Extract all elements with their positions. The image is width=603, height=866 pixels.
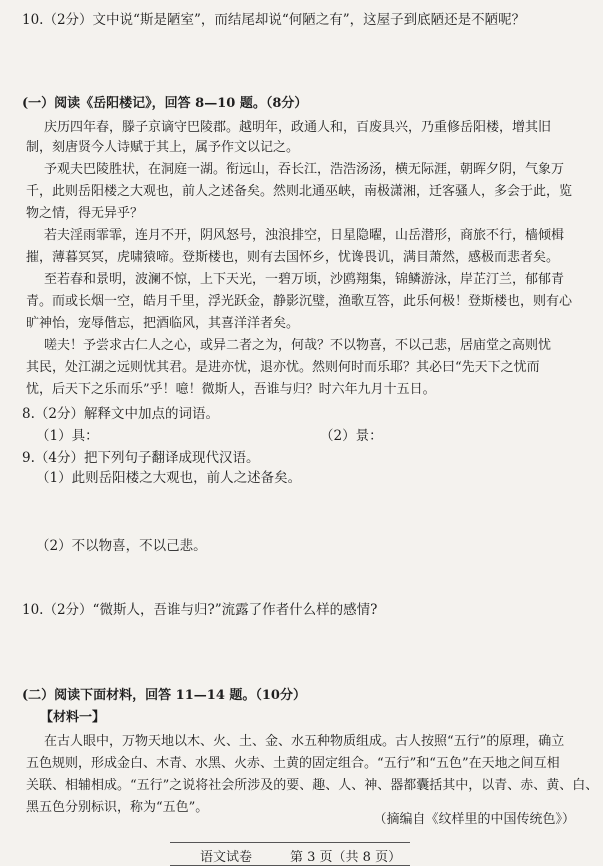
page-footer	[170, 842, 410, 866]
footer-page-number: 第 3 页（共 8 页）	[290, 850, 402, 865]
footer-subject: 语文试卷	[200, 850, 253, 865]
material-line: 五色规则，形成金白、木青、水黑、火赤、土黄的固定组合。“五行”和“五色”在天地之间互相	[26, 756, 560, 771]
question-9-item-2: （2）不以物喜，不以己悲。	[36, 538, 207, 554]
question-8-stem: 8.（2分）解释文中加点的词语。	[22, 406, 219, 422]
question-8-item-2: （2）景：	[320, 428, 383, 444]
passage-line: 至若春和景明，波澜不惊，上下天光，一碧万顷，沙鸥翔集，锦鳞游泳，岸芷汀兰，郁郁青	[44, 272, 565, 287]
passage-line: 予观夫巴陵胜状，在洞庭一湖。衔远山，吞长江，浩浩汤汤，横无际涯，朝晖夕阴，气象万	[44, 162, 565, 177]
question-8-item-1: （1）具：	[36, 428, 99, 444]
passage-line: 忧，后天下之乐而乐”乎！噫！微斯人，吾谁与归？时六年九月十五日。	[26, 382, 436, 397]
section-1-header: (一）阅读《岳阳楼记》，回答 8—10 题。（8分）	[22, 96, 308, 111]
passage-line: 嗟夫！予尝求古仁人之心，或异二者之为，何哉？不以物喜，不以己悲，居庙堂之高则忧	[44, 338, 552, 353]
passage-line: 千，此则岳阳楼之大观也，前人之述备矣。然则北通巫峡，南极潇湘，迁客骚人，多会于此，览	[26, 184, 573, 199]
passage-line: 青。而或长烟一空，皓月千里，浮光跃金，静影沉璧，渔歌互答，此乐何极！登斯楼也，则有心	[26, 294, 573, 309]
material-line: 黑五色分别标识，称为“五色”。	[26, 800, 209, 815]
question-10-top: 10.（2分）文中说“斯是陋室”，而结尾却说“何陋之有”，这屋子到底陋还是不陋呢？	[22, 12, 526, 28]
section-2-header: (二）阅读下面材料，回答 11—14 题。（10分）	[22, 688, 306, 703]
question-9-item-1: （1）此则岳阳楼之大观也，前人之述备矣。	[36, 470, 302, 486]
passage-line: 若夫淫雨霏霏，连月不开，阴风怒号，浊浪排空，日星隐曜，山岳潜形，商旅不行，樯倾楫	[44, 228, 565, 243]
material-1-title: 【材料一】	[40, 710, 106, 725]
question-10: 10.（2分）“微斯人，吾谁与归?”流露了作者什么样的感情?	[22, 602, 378, 618]
question-9-stem: 9.（4分）把下列句子翻译成现代汉语。	[22, 450, 260, 466]
passage-line: 其民，处江湖之远则忧其君。是进亦忧，退亦忧。然则何时而乐耶？其必曰“先天下之忧而	[26, 360, 540, 375]
material-line: 在古人眼中，万物天地以木、火、土、金、水五种物质组成。古人按照“五行”的原理，确立	[44, 734, 565, 749]
passage-line: 摧，薄暮冥冥，虎啸猿啼。登斯楼也，则有去国怀乡，忧谗畏讥，满目萧然，感极而悲者矣。	[26, 250, 560, 265]
passage-line: 物之情，得无异乎？	[26, 206, 144, 221]
material-line: 关联、相辅相成。“五行”之说将社会所涉及的要、趣、人、神、器都囊括其中，以青、赤、黄、白、	[26, 778, 599, 793]
passage-line: 旷神怡，宠辱偕忘，把酒临风，其喜洋洋者矣。	[26, 316, 300, 331]
passage-line: 制，刻唐贤今人诗赋于其上，属予作文以记之。	[26, 140, 300, 155]
passage-line: 庆历四年春，滕子京谪守巴陵郡。越明年，政通人和，百废具兴，乃重修岳阳楼，增其旧	[44, 120, 552, 135]
source-citation: （摘编自《纹样里的中国传统色》）	[373, 812, 575, 827]
